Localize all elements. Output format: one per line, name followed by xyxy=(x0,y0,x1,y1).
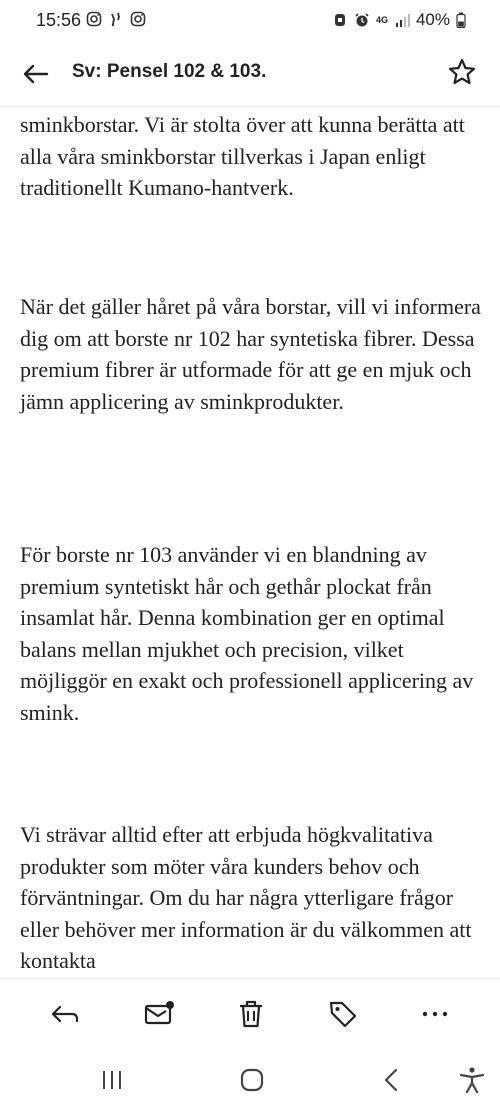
recent-apps-icon[interactable] xyxy=(96,1064,128,1096)
app-header xyxy=(0,42,500,107)
notification-icons xyxy=(86,11,146,27)
status-time: 15:56 xyxy=(36,10,82,30)
star-icon[interactable] xyxy=(446,56,478,88)
back-icon[interactable] xyxy=(376,1064,408,1096)
reply-icon[interactable] xyxy=(48,997,82,1031)
accessibility-icon[interactable] xyxy=(456,1064,488,1096)
email-subject: Sv: Pensel 102 & 103. xyxy=(72,61,267,82)
email-paragraph: När det gäller håret på våra borstar, vill vi informera dig om att borste nr 102 har syntetiska fibrer. Dessa premium fibrer är utformade för att ge en mjuk och jämn applicering av sminkprodukter. xyxy=(20,294,481,414)
email-paragraph: sminkborstar. Vi är stolta över att kunna berätta att alla våra sminkborstar tillverkas i Japan enligt traditionellt Kumano-hantverk. xyxy=(20,112,465,201)
voicemail-icon xyxy=(108,11,124,27)
navigation-bar xyxy=(0,1048,500,1111)
alarm-badge-icon xyxy=(332,12,348,28)
battery-icon xyxy=(456,12,466,28)
alarm-clock-icon xyxy=(354,12,370,28)
action-toolbar xyxy=(0,978,500,1047)
more-icon[interactable] xyxy=(418,997,452,1031)
status-bar xyxy=(0,0,500,42)
signal-icon xyxy=(394,12,410,28)
mark-unread-icon[interactable] xyxy=(142,997,176,1031)
delete-icon[interactable] xyxy=(234,997,268,1031)
label-icon[interactable] xyxy=(326,997,360,1031)
email-paragraph: Vi strävar alltid efter att erbjuda högkvalitativa produkter som möter våra kunders behov och förväntningar. Om du har några ytterligare frågor eller behöver mer information är du välkommen att kontakta xyxy=(20,822,472,974)
instagram-icon xyxy=(130,11,146,27)
instagram-icon xyxy=(86,11,102,27)
battery-percent: 40% xyxy=(415,10,450,29)
email-body xyxy=(0,106,500,976)
network-label: 4G xyxy=(375,14,388,25)
system-icons xyxy=(332,10,466,30)
back-arrow-icon[interactable] xyxy=(20,58,52,90)
email-paragraph: För borste nr 103 använder vi en blandning av premium syntetiskt hår och gethår plockat från insamlat hår. Denna kombination ger en optimal balans mellan mjukhet och precision, vilket möjliggör en exakt och professionell applicering av smink. xyxy=(20,542,474,725)
home-icon[interactable] xyxy=(236,1064,268,1096)
